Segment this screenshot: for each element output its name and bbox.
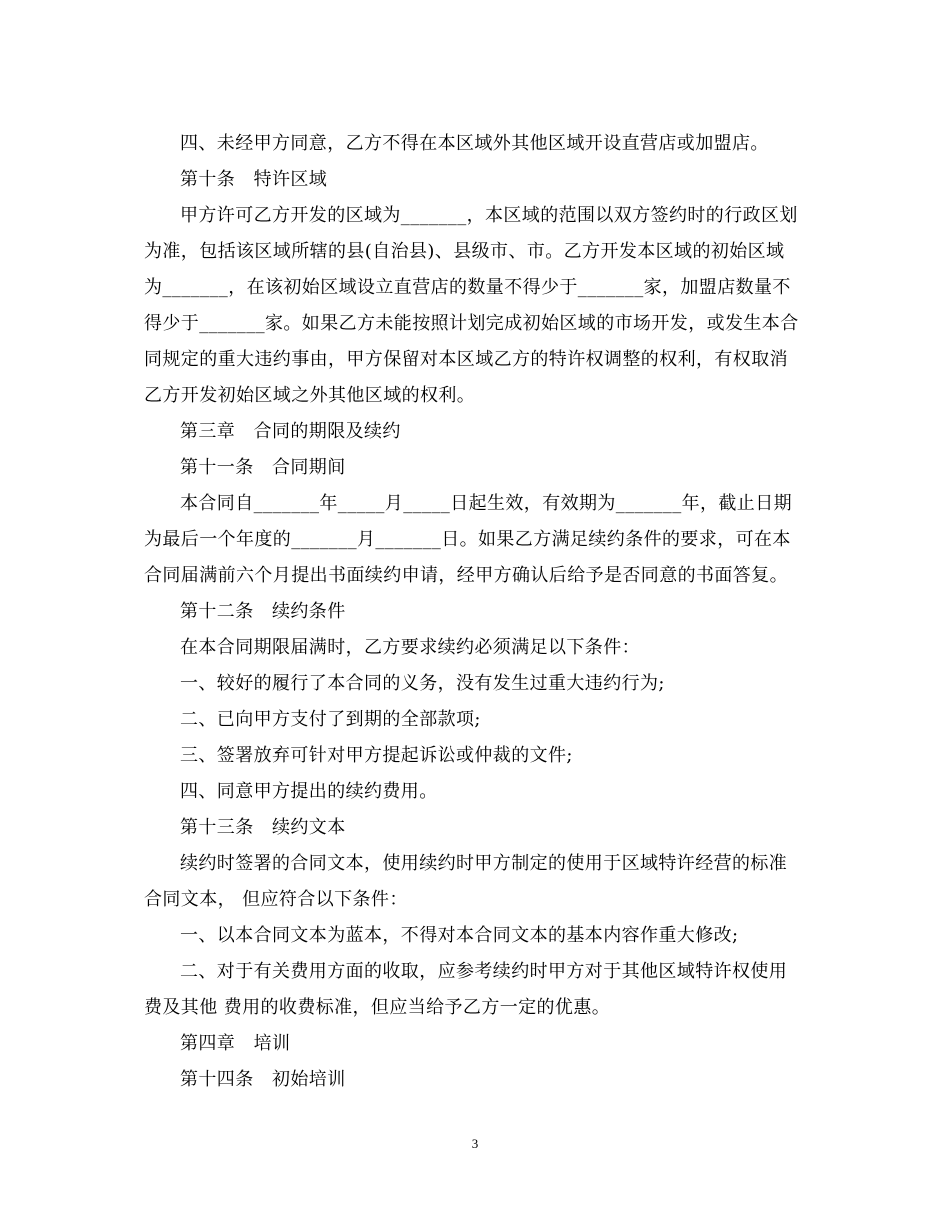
text-line: 续约时签署的合同文本，使用续约时甲方制定的使用于区域特许经营的标准 <box>180 853 788 874</box>
text-line: 一、以本合同文本为蓝本，不得对本合同文本的基本内容作重大修改; <box>180 925 739 946</box>
text-line: 为准，包括该区域所辖的县(自治县)、县级市、市。乙方开发本区域的初始区域 <box>144 241 785 262</box>
text-line: 合同届满前六个月提出书面续约申请，经甲方确认后给予是否同意的书面答复。 <box>144 565 788 586</box>
text-line: 得少于_______家。如果乙方未能按照计划完成初始区域的市场开发，或发生本合 <box>144 313 799 334</box>
text-line: 三、签署放弃可针对甲方提起诉讼或仲裁的文件; <box>180 745 573 766</box>
text-line: 四、未经甲方同意，乙方不得在本区域外其他区域开设直营店或加盟店。 <box>180 133 769 154</box>
text-line: 合同文本， 但应符合以下条件： <box>144 889 408 910</box>
text-line: 本合同自_______年_____月_____日起生效，有效期为_______年，截止日期 <box>180 493 792 514</box>
text-line: 第十二条 续约条件 <box>180 601 346 622</box>
text-line: 甲方许可乙方开发的区域为_______，本区域的范围以双方签约时的行政区划 <box>180 205 798 226</box>
text-line: 二、已向甲方支付了到期的全部款项; <box>180 709 481 730</box>
text-line: 乙方开发初始区域之外其他区域的权利。 <box>144 385 476 406</box>
text-line: 第十一条 合同期间 <box>180 457 346 478</box>
text-line: 在本合同期限届满时，乙方要求续约必须满足以下条件： <box>180 637 640 658</box>
text-line: 同规定的重大违约事由，甲方保留对本区域乙方的特许权调整的权利，有权取消 <box>144 349 788 370</box>
text-line: 第十三条 续约文本 <box>180 817 346 838</box>
text-line: 四、同意甲方提出的续约费用。 <box>180 781 438 802</box>
document-body <box>144 126 808 1098</box>
text-line: 一、较好的履行了本合同的义务，没有发生过重大违约行为; <box>180 673 665 694</box>
text-line: 为_______，在该初始区域设立直营店的数量不得少于_______家，加盟店数量不 <box>144 277 791 298</box>
text-line: 第三章 合同的期限及续约 <box>180 421 401 442</box>
text-line: 第十条 特许区域 <box>180 169 328 190</box>
text-line: 费及其他 费用的收费标准，但应当给予乙方一定的优惠。 <box>144 997 611 1018</box>
text-line: 二、对于有关费用方面的收取，应参考续约时甲方对于其他区域特许权使用 <box>180 961 788 982</box>
text-line: 第四章 培训 <box>180 1033 291 1054</box>
text-line: 第十四条 初始培训 <box>180 1069 346 1090</box>
page-number: 3 <box>471 1136 479 1151</box>
text-line: 为最后一个年度的_______月_______日。如果乙方满足续约条件的要求，可在本 <box>144 529 791 550</box>
